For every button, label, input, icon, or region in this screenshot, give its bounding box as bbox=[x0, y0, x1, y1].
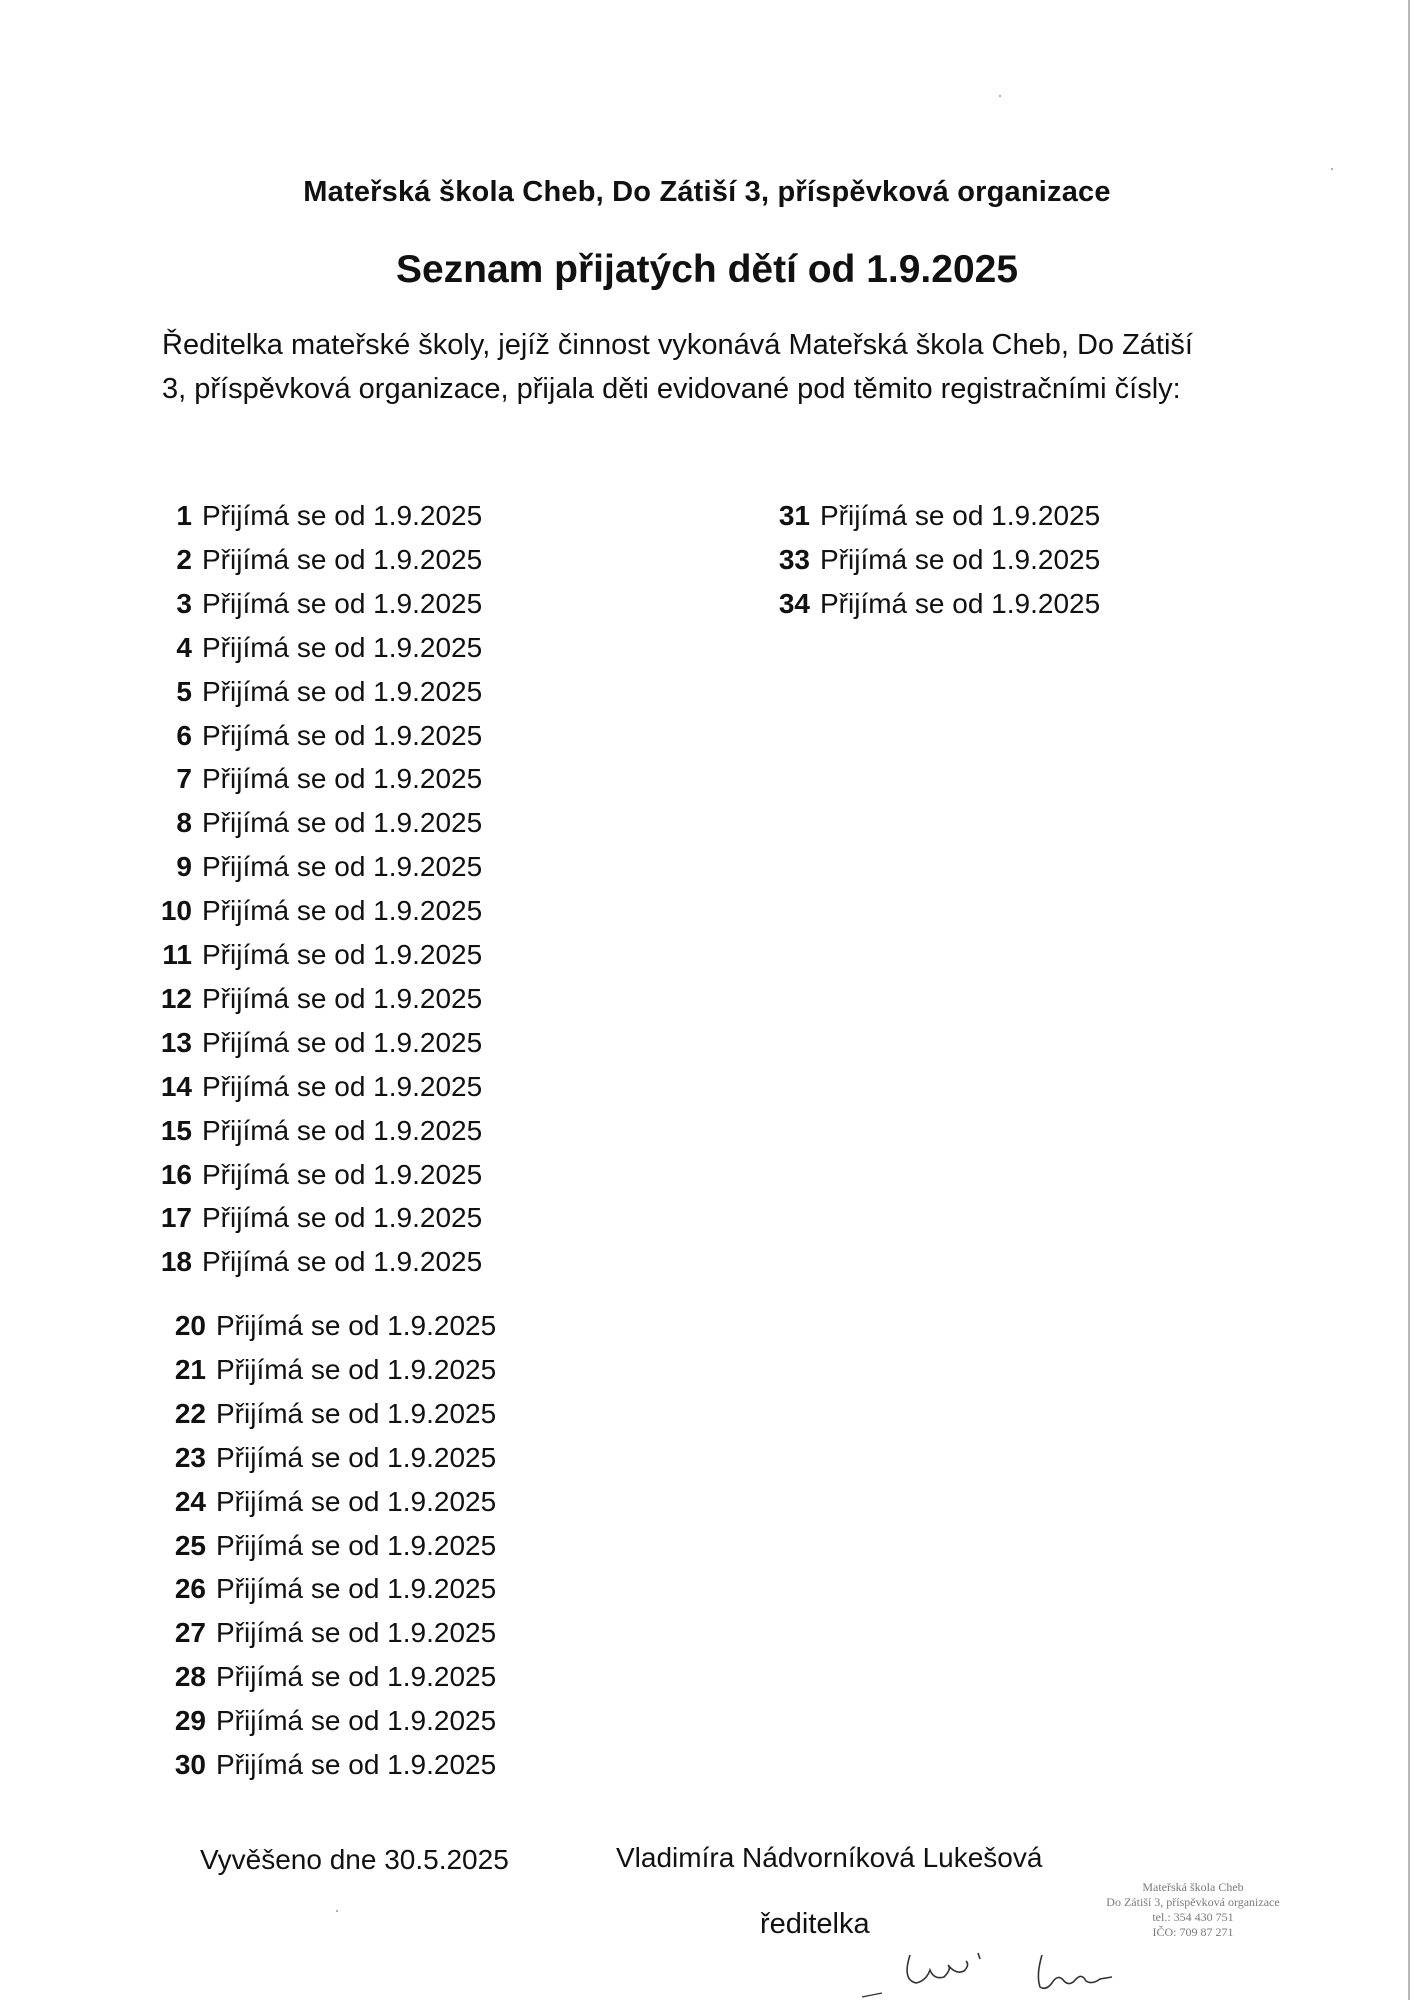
scan-speck bbox=[999, 95, 1001, 97]
admission-entry bbox=[156, 1438, 496, 1478]
admission-entry bbox=[760, 540, 1100, 580]
admission-status: Přijímá se od 1.9.2025 bbox=[202, 1202, 483, 1234]
admission-entry bbox=[142, 1198, 482, 1238]
admission-status: Přijímá se od 1.9.2025 bbox=[202, 1070, 483, 1102]
organization-name: Mateřská škola Cheb, Do Zátiší 3, příspěvková organizace bbox=[303, 176, 1111, 208]
admission-status: Přijímá se od 1.9.2025 bbox=[202, 982, 483, 1014]
intro-line-2: 3, příspěvková organizace, přijala děti evidované pod těmito registračními čísly: bbox=[162, 373, 1181, 405]
stamp-line-2: Do Zátiší 3, příspěvková organizace bbox=[1106, 1895, 1280, 1909]
admission-entry bbox=[156, 1350, 496, 1390]
admission-status: Přijímá se od 1.9.2025 bbox=[216, 1353, 497, 1385]
admission-entry bbox=[142, 628, 482, 668]
admission-status: Přijímá se od 1.9.2025 bbox=[820, 587, 1101, 619]
admission-entry bbox=[142, 847, 482, 887]
admission-status: Přijímá se od 1.9.2025 bbox=[202, 939, 483, 970]
admission-entry bbox=[142, 803, 482, 843]
admission-entry bbox=[156, 1657, 496, 1697]
posted-date: Vyvěšeno dne 30.5.2025 bbox=[200, 1844, 509, 1875]
registration-number: 29 bbox=[174, 1705, 206, 1737]
registration-number: 33 bbox=[778, 543, 810, 575]
registration-number: 11 bbox=[162, 939, 192, 970]
admission-entry bbox=[156, 1613, 496, 1653]
admission-status: Přijímá se od 1.9.2025 bbox=[202, 631, 483, 663]
registration-number: 20 bbox=[174, 1310, 206, 1341]
registration-number: 21 bbox=[174, 1353, 206, 1385]
admission-status: Přijímá se od 1.9.2025 bbox=[202, 1246, 483, 1278]
registration-number: 31 bbox=[778, 500, 810, 531]
registration-number: 7 bbox=[176, 763, 192, 795]
registration-number: 25 bbox=[174, 1529, 206, 1561]
admission-entry bbox=[156, 1701, 496, 1741]
admission-status: Přijímá se od 1.9.2025 bbox=[216, 1441, 497, 1473]
admission-status: Přijímá se od 1.9.2025 bbox=[216, 1705, 497, 1737]
page-title: Seznam přijatých dětí od 1.9.2025 bbox=[395, 248, 1019, 291]
admission-status: Přijímá se od 1.9.2025 bbox=[202, 1026, 483, 1058]
admission-entry bbox=[156, 1745, 496, 1785]
admission-status: Přijímá se od 1.9.2025 bbox=[216, 1397, 497, 1429]
admission-status: Přijímá se od 1.9.2025 bbox=[202, 587, 483, 619]
admission-entry bbox=[142, 1155, 482, 1195]
registration-number: 24 bbox=[174, 1485, 206, 1517]
intro-paragraph bbox=[162, 323, 1252, 411]
registration-number: 10 bbox=[160, 895, 192, 927]
registration-number: 1 bbox=[176, 500, 192, 531]
registration-number: 34 bbox=[778, 587, 810, 619]
registration-number: 14 bbox=[160, 1070, 192, 1102]
admission-entry bbox=[142, 891, 482, 931]
admission-status: Přijímá se od 1.9.2025 bbox=[202, 500, 483, 531]
stamp-line-4: IČO: 709 87 271 bbox=[1152, 1925, 1234, 1939]
director-role: ředitelka bbox=[760, 1908, 870, 1940]
director-name: Vladimíra Nádvorníková Lukešová bbox=[616, 1842, 1043, 1873]
registration-number: 9 bbox=[176, 851, 192, 883]
registration-number: 23 bbox=[174, 1441, 206, 1473]
stamp-line-3: tel.: 354 430 751 bbox=[1152, 1910, 1234, 1924]
registration-number: 17 bbox=[160, 1202, 192, 1234]
registration-number: 30 bbox=[174, 1749, 206, 1780]
registration-number: 16 bbox=[160, 1158, 192, 1190]
admission-status: Přijímá se od 1.9.2025 bbox=[202, 807, 483, 839]
admission-entry bbox=[142, 1242, 482, 1282]
admission-status: Přijímá se od 1.9.2025 bbox=[202, 719, 483, 751]
admission-status: Přijímá se od 1.9.2025 bbox=[216, 1485, 497, 1517]
admission-entry bbox=[760, 496, 1100, 536]
admission-entry bbox=[760, 584, 1100, 624]
admission-entry bbox=[142, 496, 482, 536]
admission-entry bbox=[142, 672, 482, 712]
admission-entry bbox=[142, 1111, 482, 1151]
registration-number: 3 bbox=[176, 587, 192, 619]
admission-entry bbox=[142, 979, 482, 1019]
registration-number: 6 bbox=[176, 719, 192, 751]
admission-entry bbox=[156, 1394, 496, 1434]
handwritten-signature bbox=[860, 1925, 1120, 2000]
admission-status: Přijímá se od 1.9.2025 bbox=[202, 895, 483, 927]
scan-speck bbox=[1331, 168, 1333, 170]
admission-entry bbox=[142, 584, 482, 624]
registration-number: 26 bbox=[174, 1573, 206, 1605]
admission-entry bbox=[142, 1067, 482, 1107]
admission-entry bbox=[142, 935, 482, 975]
registration-number: 18 bbox=[160, 1246, 192, 1278]
admission-entry bbox=[156, 1569, 496, 1609]
admission-entry bbox=[156, 1306, 496, 1346]
admission-status: Přijímá se od 1.9.2025 bbox=[216, 1617, 497, 1649]
registration-number: 15 bbox=[160, 1114, 192, 1146]
admission-status: Přijímá se od 1.9.2025 bbox=[216, 1310, 497, 1341]
admission-status: Přijímá se od 1.9.2025 bbox=[216, 1661, 497, 1693]
scan-edge-line bbox=[1408, 0, 1410, 2000]
admission-status: Přijímá se od 1.9.2025 bbox=[216, 1529, 497, 1561]
intro-line-1: Ředitelka mateřské školy, jejíž činnost vykonává Mateřská škola Cheb, Do Zátiší bbox=[162, 329, 1193, 361]
admission-status: Přijímá se od 1.9.2025 bbox=[202, 543, 483, 575]
scan-speck bbox=[336, 1910, 338, 1912]
admission-status: Přijímá se od 1.9.2025 bbox=[202, 1158, 483, 1190]
admission-status: Přijímá se od 1.9.2025 bbox=[216, 1749, 497, 1780]
registration-number: 27 bbox=[174, 1617, 206, 1649]
registration-number: 13 bbox=[160, 1026, 192, 1058]
admission-entry bbox=[142, 759, 482, 799]
admission-status: Přijímá se od 1.9.2025 bbox=[202, 763, 483, 795]
registration-number: 12 bbox=[160, 982, 192, 1014]
admission-entry bbox=[142, 540, 482, 580]
admission-status: Přijímá se od 1.9.2025 bbox=[202, 851, 483, 883]
registration-number: 22 bbox=[174, 1397, 206, 1429]
registration-number: 5 bbox=[176, 675, 192, 707]
registration-number: 4 bbox=[176, 631, 192, 663]
admission-status: Přijímá se od 1.9.2025 bbox=[820, 500, 1101, 531]
admission-entry bbox=[142, 716, 482, 756]
admission-status: Přijímá se od 1.9.2025 bbox=[202, 1114, 483, 1146]
registration-number: 28 bbox=[174, 1661, 206, 1693]
admission-entry bbox=[156, 1482, 496, 1522]
admission-status: Přijímá se od 1.9.2025 bbox=[202, 675, 483, 707]
registration-number: 2 bbox=[176, 543, 192, 575]
admission-status: Přijímá se od 1.9.2025 bbox=[216, 1573, 497, 1605]
stamp-line-1: Mateřská škola Cheb bbox=[1142, 1880, 1244, 1894]
admission-entry bbox=[142, 1023, 482, 1063]
admission-entry bbox=[156, 1526, 496, 1566]
registration-number: 8 bbox=[176, 807, 192, 839]
admission-status: Přijímá se od 1.9.2025 bbox=[820, 543, 1101, 575]
